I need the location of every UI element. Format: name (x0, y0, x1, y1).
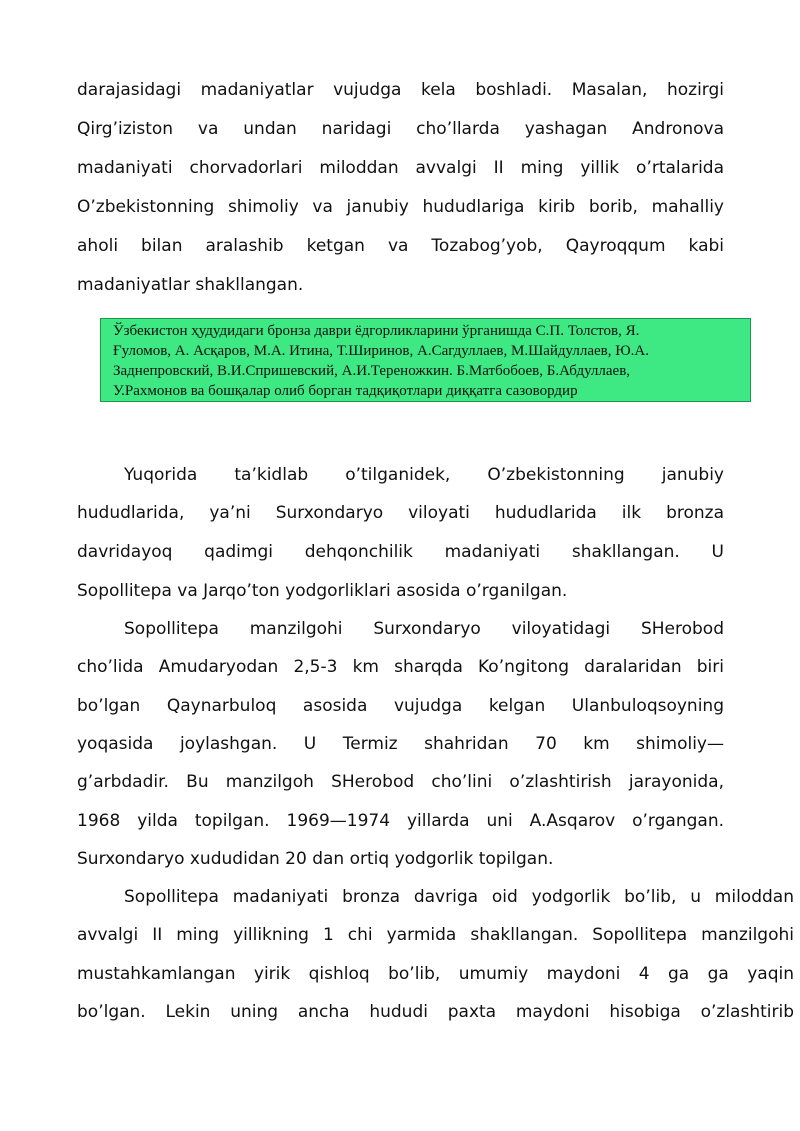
text-line: yoqasida joylashgan. U Termiz shahridan 70 km shimoliy— (77, 734, 724, 754)
note-line: Заднепровский, В.И.Спришевский, А.И.Тереножкин. Б.Матбобоев, Б.Абдуллаев, (113, 363, 631, 379)
text-line: 1968 yilda topilgan. 1969—1974 yillarda uni A.Asqarov o’rgangan. (77, 811, 724, 831)
text-line: Qirg’iziston va undan naridagi cho’llarda yashagan Andronova (77, 119, 724, 139)
text-line: cho’lida Amudaryodan 2,5-3 km sharqda Ko’ngitong daralaridan biri (77, 657, 724, 677)
text-line: madaniyati chorvadorlari miloddan avvalgi II ming yillik o’rtalarida (77, 158, 724, 178)
text-line: Yuqorida ta’kidlab o’tilganidek, O’zbekistonning janubiy (124, 465, 724, 485)
text-line: avvalgi II ming yillikning 1 chi yarmida shakllangan. Sopollitepa manzilgohi (77, 925, 794, 945)
text-line: davridayoq qadimgi dehqonchilik madaniyati shakllangan. U (77, 542, 724, 562)
text-line: O’zbekistonning shimoliy va janubiy hududlariga kirib borib, mahalliy (77, 197, 724, 217)
text-line: g’arbdadir. Bu manzilgoh SHerobod cho’lini o’zlashtirish jarayonida, (77, 772, 724, 792)
text-line: bo’lgan Qaynarbuloq asosida vujudga kelgan Ulanbuloqsoyning (77, 696, 724, 716)
text-line: madaniyatlar shakllangan. (77, 275, 304, 295)
text-line: hududlarida, ya’ni Surxondaryo viloyati hududlarida ilk bronza (77, 503, 724, 523)
note-line: У.Рахмонов ва бошқалар олиб борган тадқиқотлари диққатга сазовордир (113, 383, 578, 399)
text-line: Sopollitepa manzilgohi Surxondaryo viloyatidagi SHerobod (124, 619, 724, 639)
note-line: Ўзбекистон ҳудудидаги бронза даври ёдгорликларини ўрганишда С.П. Толстов, Я. (113, 323, 640, 339)
highlighted-note-box (100, 318, 751, 402)
text-line: mustahkamlangan yirik qishloq bo’lib, umumiy maydoni 4 ga ga yaqin (77, 964, 794, 984)
text-line: bo’lgan. Lekin uning ancha hududi paxta maydoni hisobiga o’zlashtirib (77, 1002, 794, 1022)
text-line: aholi bilan aralashib ketgan va Tozabog’yob, Qayroqqum kabi (77, 236, 724, 256)
note-line: Ғуломов, А. Асқаров, М.А. Итина, Т.Ширинов, А.Сагдуллаев, М.Шайдуллаев, Ю.А. (113, 343, 649, 359)
text-line: Surxondaryo xududidan 20 dan ortiq yodgorlik topilgan. (77, 849, 554, 869)
text-line: Sopollitepa va Jarqo’ton yodgorliklari asosida o’rganilgan. (77, 581, 568, 601)
text-line: darajasidagi madaniyatlar vujudga kela boshladi. Masalan, hozirgi (77, 80, 724, 100)
text-line: Sopollitepa madaniyati bronza davriga oid yodgorlik bo’lib, u miloddan (124, 887, 794, 907)
